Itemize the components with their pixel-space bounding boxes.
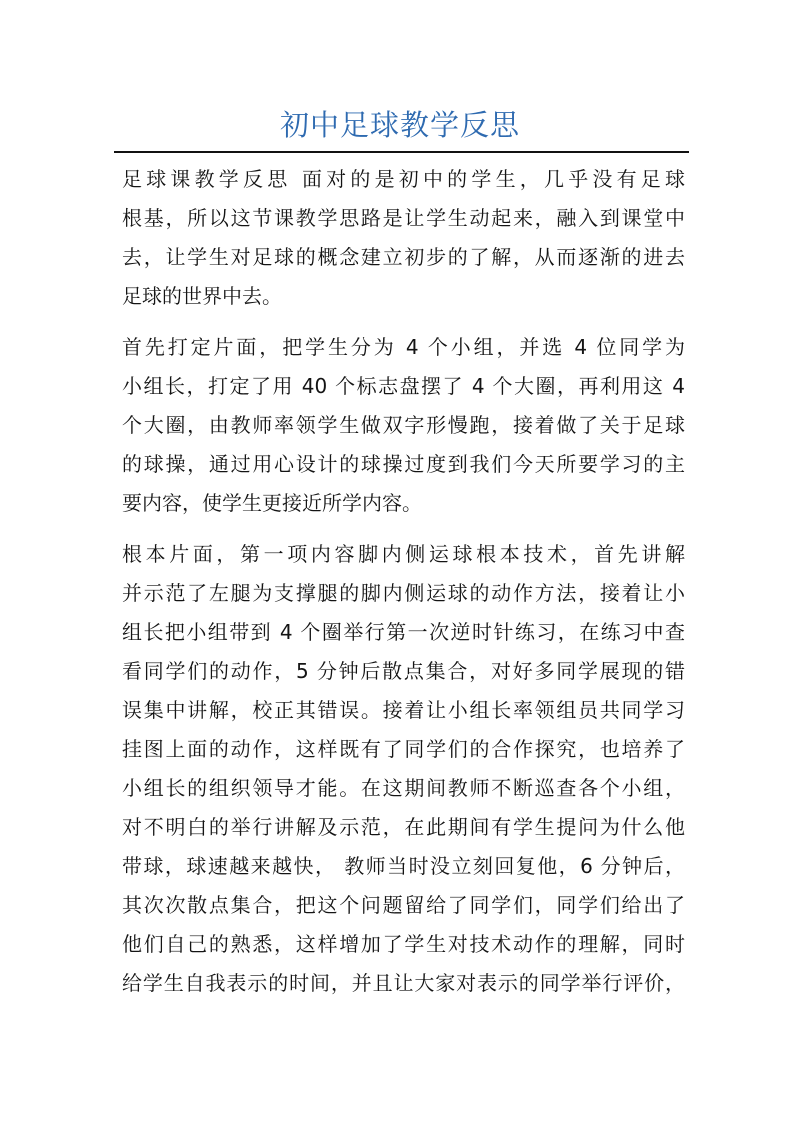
text-line: 个大圈，由教师率领学生做双字形慢跑，接着做了关于足球 (122, 413, 685, 437)
text-line: 其次次散点集合，把这个问题留给了同学们，同学们给出了 (122, 893, 685, 917)
text-line: 足球课教学反思 面对的是初中的学生，几乎没有足球 (122, 167, 685, 191)
text-line: 并示范了左腿为支撑腿的脚内侧运球的动作方法，接着让小 (122, 581, 685, 605)
text-line: 挂图上面的动作，这样既有了同学们的合作探究，也培养了 (122, 737, 685, 761)
text-line: 去，让学生对足球的概念建立初步的了解，从而逐渐的进去 (122, 245, 685, 269)
document-body (122, 160, 685, 1003)
text-line: 根基，所以这节课教学思路是让学生动起来，融入到课堂中 (122, 206, 685, 230)
title-divider (114, 151, 689, 153)
text-line: 的球操，通过用心设计的球操过度到我们今天所要学习的主 (122, 452, 685, 476)
text-line: 带球，球速越来越快， 教师当时没立刻回复他，6 分钟后， (122, 854, 685, 878)
text-line: 要内容，使学生更接近所学内容。 (122, 491, 422, 515)
text-line: 组长把小组带到 4 个圈举行第一次逆时针练习，在练习中查 (122, 620, 685, 644)
text-line: 他们自己的熟悉，这样增加了学生对技术动作的理解，同时 (122, 932, 685, 956)
document-title: 初中足球教学反思 (279, 108, 520, 142)
paragraph-2 (122, 328, 685, 523)
text-line: 小组长的组织领导才能。在这期间教师不断巡查各个小组， (122, 776, 685, 800)
text-line: 根本片面，第一项内容脚内侧运球根本技术，首先讲解 (122, 542, 685, 566)
text-line: 小组长，打定了用 40 个标志盘摆了 4 个大圈，再利用这 4 (122, 374, 685, 398)
text-line: 看同学们的动作，5 分钟后散点集合，对好多同学展现的错 (122, 659, 685, 683)
paragraph-3 (122, 535, 685, 1003)
text-line: 首先打定片面，把学生分为 4 个小组，并选 4 位同学为 (122, 335, 685, 359)
text-line: 对不明白的举行讲解及示范，在此期间有学生提问为什么他 (122, 815, 685, 839)
text-line: 误集中讲解，校正其错误。接着让小组长率领组员共同学习 (122, 698, 685, 722)
text-line: 足球的世界中去。 (122, 284, 282, 308)
text-line: 给学生自我表示的时间，并且让大家对表示的同学举行评价， (122, 971, 685, 995)
paragraph-1 (122, 160, 685, 316)
